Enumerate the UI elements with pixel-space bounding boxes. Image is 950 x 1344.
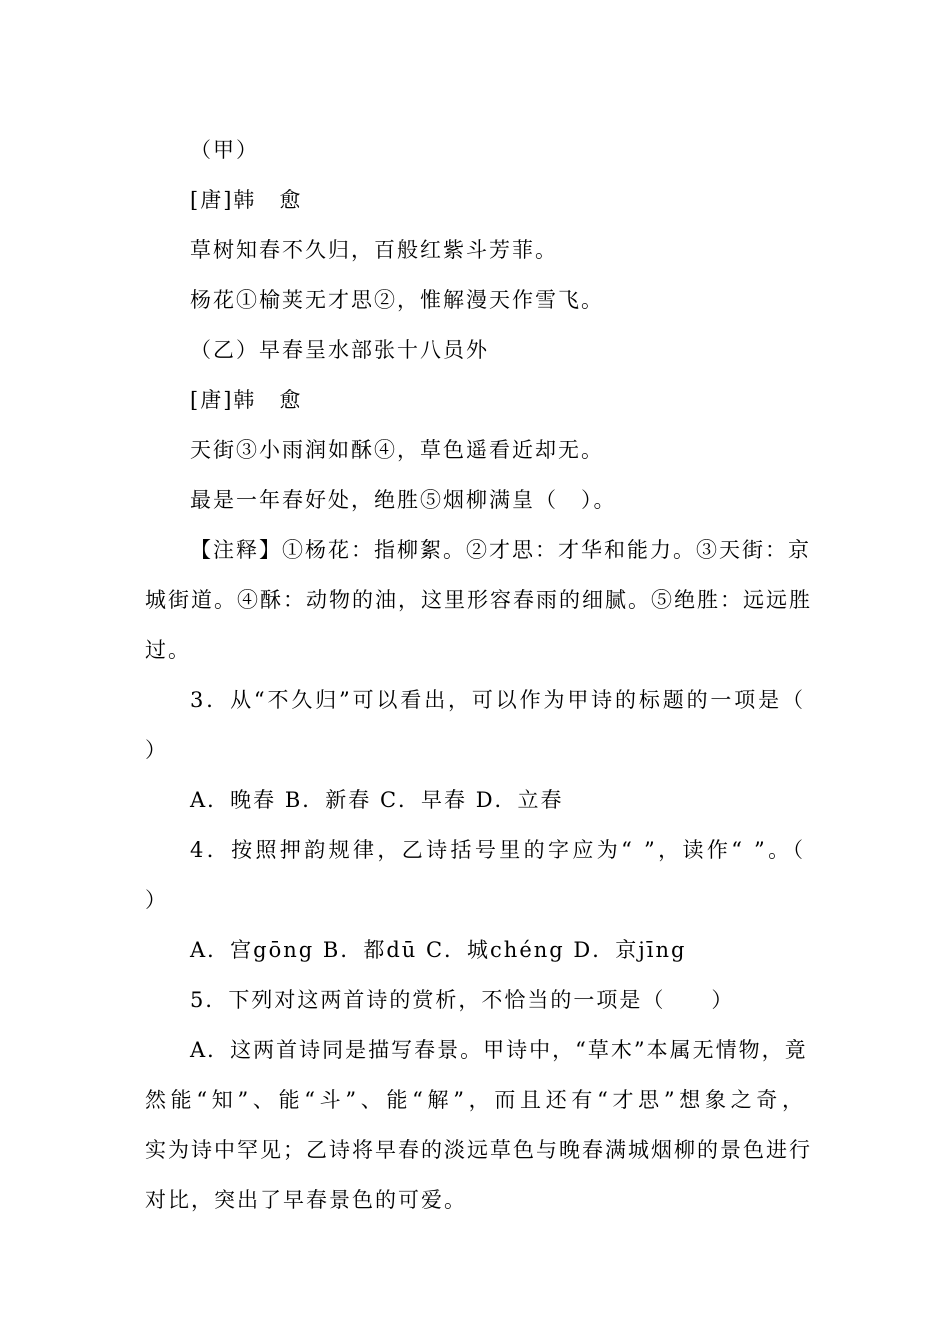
question-5-option-a-line-1: A．这两首诗同是描写春景。甲诗中，“草木”本属无情物，竟 — [190, 1038, 808, 1062]
notes-line-2: 城街道。④酥：动物的油，这里形容春雨的细腻。⑤绝胜：远远胜 — [145, 588, 812, 612]
notes-line-1: 【注释】①杨花：指柳絮。②才思：才华和能力。③天街：京 — [190, 538, 811, 562]
question-5-option-a-line-3: 实为诗中罕见；乙诗将早春的淡远草色与晚春满城烟柳的景色进行 — [145, 1138, 812, 1162]
poem-jia-line-1: 草树知春不久归，百般红紫斗芳菲。 — [190, 238, 558, 262]
question-5-stem: 5．下列对这两首诗的赏析，不恰当的一项是（ ） — [190, 988, 735, 1012]
question-3-options: A．晚春 B．新春 C．早春 D．立春 — [190, 788, 564, 812]
question-3-stem-end: ） — [145, 738, 168, 762]
poem-jia-label: （甲） — [190, 138, 259, 162]
poem-yi-line-2: 最是一年春好处，绝胜⑤烟柳满皇（ ）。 — [190, 488, 617, 512]
poem-yi-label: （乙）早春呈水部张十八员外 — [190, 338, 489, 362]
question-5-option-a-line-2: 然能“知”、能“斗”、能“解”，而且还有“才思”想象之奇， — [145, 1088, 805, 1112]
poem-yi-line-1: 天街③小雨润如酥④，草色遥看近却无。 — [190, 438, 604, 462]
notes-line-3: 过。 — [145, 638, 191, 662]
poem-jia-author: [唐]韩 愈 — [190, 188, 303, 212]
question-4-options: A．宫gōng B．都dū C．城chéng D．京jīng — [190, 938, 687, 962]
question-4-stem: 4．按照押韵规律，乙诗括号里的字应为“ ”，读作“ ”。（ — [190, 838, 805, 862]
question-5-option-a-line-4: 对比，突出了早春景色的可爱。 — [145, 1188, 467, 1212]
question-4-stem-end: ） — [145, 888, 168, 912]
poem-yi-author: [唐]韩 愈 — [190, 388, 303, 412]
poem-jia-line-2: 杨花①榆荚无才思②，惟解漫天作雪飞。 — [190, 288, 604, 312]
question-3-stem: 3．从“不久归”可以看出，可以作为甲诗的标题的一项是（ — [190, 688, 805, 712]
